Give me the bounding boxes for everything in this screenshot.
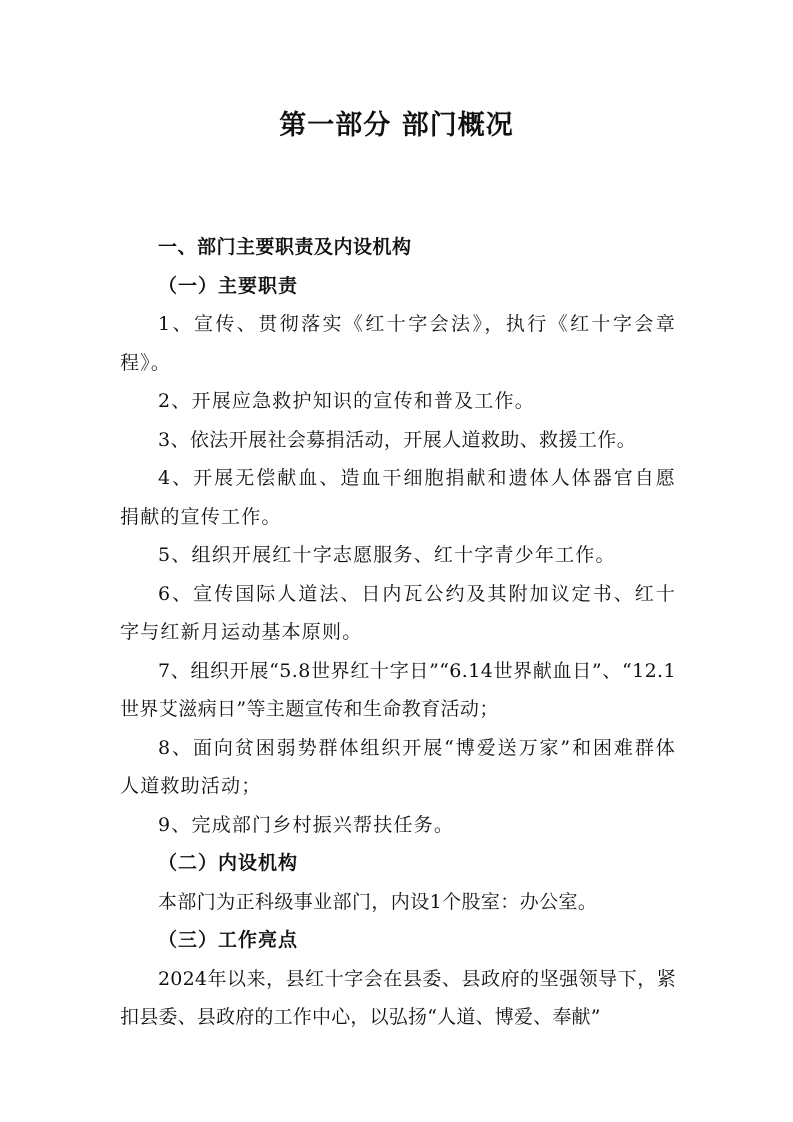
page-title: 第一部分 部门概况 xyxy=(279,110,514,141)
duty-item-1: 1、宣传、贯彻落实《红十字会法》，执行《红十字会章程》。 xyxy=(120,313,676,374)
work-highlights-text: 2024年以来，县红十字会在县委、县政府的坚强领导下，紧扣县委、县政府的工作中心，以弘扬“人道、博爱、奉献” xyxy=(120,967,676,1028)
duty-item-7: 7、组织开展“5.8世界红十字日”“6.14世界献血日”、“12.1世界艾滋病日”等主题宣传和生命教育活动； xyxy=(120,659,676,720)
duty-item-9: 9、完成部门乡村振兴帮扶任务。 xyxy=(158,813,455,836)
internal-structure-text: 本部门为正科级事业部门，内设1个股室：办公室。 xyxy=(158,890,598,913)
duty-item-4: 4、开展无偿献血、造血干细胞捐献和遗体人体器官自愿捐献的宣传工作。 xyxy=(120,467,676,528)
duty-item-6: 6、宣传国际人道法、日内瓦公约及其附加议定书、红十字与红新月运动基本原则。 xyxy=(120,582,676,643)
subsection-heading-work-highlights: （三）工作亮点 xyxy=(158,929,299,951)
duty-item-3: 3、依法开展社会募捐活动，开展人道救助、救援工作。 xyxy=(158,428,637,451)
duty-item-2: 2、开展应急救护知识的宣传和普及工作。 xyxy=(158,390,535,412)
subsection-heading-internal-structure: （二）内设机构 xyxy=(158,852,299,874)
section-heading-duties-and-structure: 一、部门主要职责及内设机构 xyxy=(158,236,412,258)
subsection-heading-main-duties: （一）主要职责 xyxy=(158,274,299,297)
document-body xyxy=(120,228,676,1037)
duty-item-8: 8、面向贫困弱势群体组织开展“博爱送万家”和困难群体人道救助活动； xyxy=(120,736,676,797)
duty-item-5: 5、组织开展红十字志愿服务、红十字青少年工作。 xyxy=(158,544,616,566)
